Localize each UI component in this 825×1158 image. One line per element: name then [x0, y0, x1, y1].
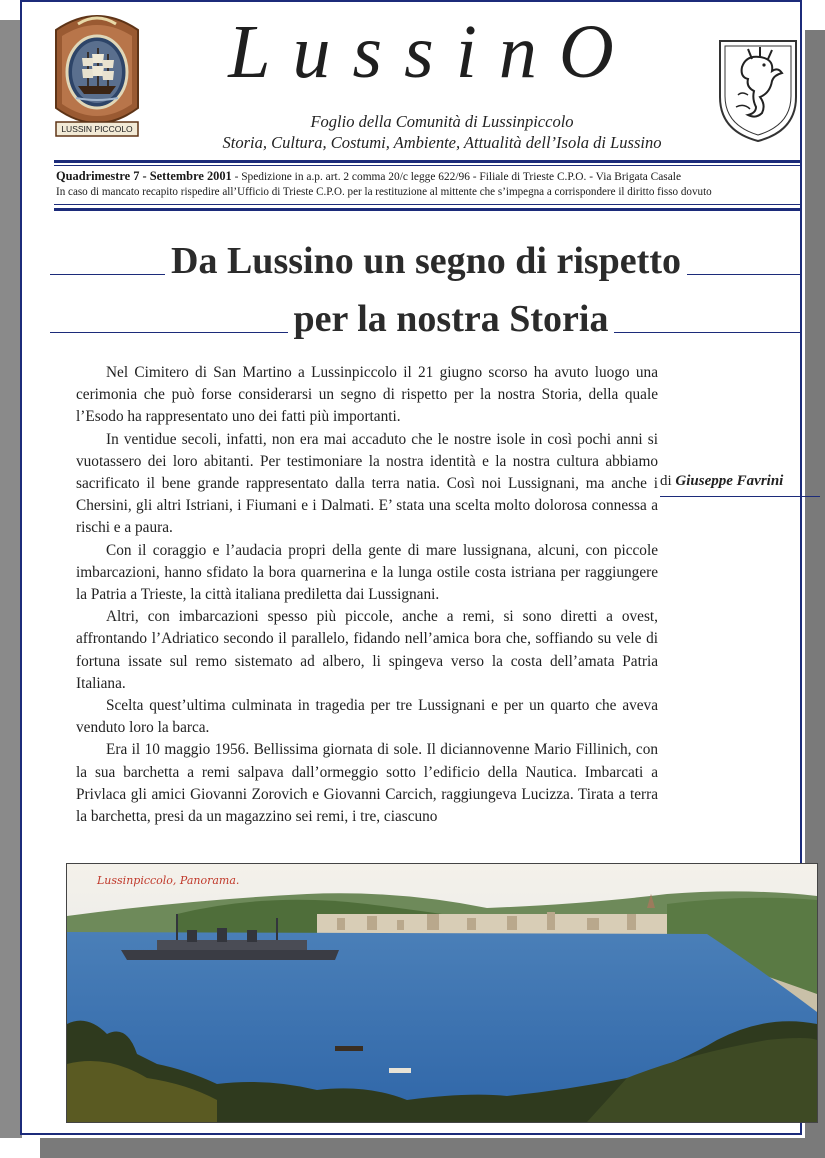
headline-text-2: per la nostra Storia [288, 298, 615, 340]
byline-prefix: di [660, 473, 672, 489]
shipping-info: - Spedizione in a.p. art. 2 comma 20/c legge 622/96 - Filiale di Trieste C.P.O. - Via Brigata Casale [231, 171, 682, 183]
harbor-panorama-photo [66, 863, 818, 1123]
masthead-rule-bottom [54, 208, 800, 211]
masthead-rule-top-thin [54, 165, 800, 166]
article-paragraph: Nel Cimitero di San Martino a Lussinpiccolo il 21 giugno scorso ha avuto luogo una cerimonia che può forse considerarsi un segno di rispetto per la nostra Storia, della quale l’Esodo ha rappresentato uno dei fatti più importanti. [76, 364, 658, 426]
article-paragraph: In ventidue secoli, infatti, non era mai accaduto che le nostre isole in così pochi anni si vuotassero dei loro abitanti. Per testimoniare la nostra identità e la nostra cultura abbiamo sacrificato il bene grande rappresentato dalla terra natia. Così noi Lussignani, ma anche i Chersini, gli altri Istriani, i Fiumani e i Dalmati. E’ stata una scelta molto dolorosa connessa a rischi e a paura. [76, 430, 658, 537]
byline [660, 473, 820, 490]
byline-author: Giuseppe Favrini [675, 473, 784, 489]
page-shadow-bottom [40, 1138, 825, 1158]
newspaper-page [20, 0, 802, 1135]
article-paragraph: Con il coraggio e l’audacia propri della gente di mare lussignana, alcuni, con piccole imbarcazioni, hanno sfidato la bora quarnerina e la lunga ostile costa istriana per raggiungere la Patria a Trieste, la città italiana prediletta dai Lussignani. [76, 541, 658, 604]
headline-line-1 [50, 242, 802, 280]
return-notice: In caso di mancato recapito rispedire all’Ufficio di Trieste C.P.O. per la restituzione al mittente che s’impegna a corrispondere il diritto fisso dovuto [56, 186, 712, 198]
issue-info-line [56, 169, 800, 184]
byline-rule [660, 496, 820, 497]
photo-caption: Lussinpiccolo, Panorama. [97, 874, 240, 887]
issue-label: Quadrimestre 7 - Settembre 2001 [56, 169, 232, 183]
article-paragraph: Scelta quest’ultima culminata in tragedia per tre Lussignani e per un quarto che aveva venduto loro la barca. [76, 697, 658, 737]
sailing-ship-crest-icon [48, 8, 146, 140]
article-paragraph: Altri, con imbarcazioni spesso più piccole, anche a remi, si sono diretti a ovest, affrontando l’Adriatico secondo il parallelo, fidando nell’amica bora che, soffiando su vele di fortuna issate sul remo sistemato ad albero, li spingeva verso la costa dell’amata Patria Italiana. [76, 608, 658, 692]
page-shadow-left [0, 20, 22, 1138]
masthead-subtitle-1: Foglio della Comunità di Lussinpiccolo [310, 112, 574, 131]
seahorse-shield-icon [716, 37, 800, 143]
article-paragraph: Era il 10 maggio 1956. Bellissima giornata di sole. Il diciannovenne Mario Fillinich, con la sua barchetta a remi salpava dall’ormeggio sotto l’edificio della Nautica. Imbarcati a Privlaca gli amici Giovanni Zorovich e Giovanni Carcich, raggiungeva Lucizza. Tirata a terra la barchetta, presi da un magazzino sei remi, i tre, ciascuno [76, 741, 658, 826]
article-body [76, 362, 658, 828]
masthead-rule-bottom-thin [54, 204, 800, 205]
headline-line-2 [50, 300, 802, 338]
crest-label: LUSSIN PICCOLO [61, 124, 133, 134]
masthead-rule-top [54, 160, 800, 163]
masthead-title: LussinO [228, 10, 636, 94]
headline-text-1: Da Lussino un segno di rispetto [165, 240, 687, 282]
masthead-subtitle-2: Storia, Cultura, Costumi, Ambiente, Attualità dell’Isola di Lussino [222, 133, 662, 152]
